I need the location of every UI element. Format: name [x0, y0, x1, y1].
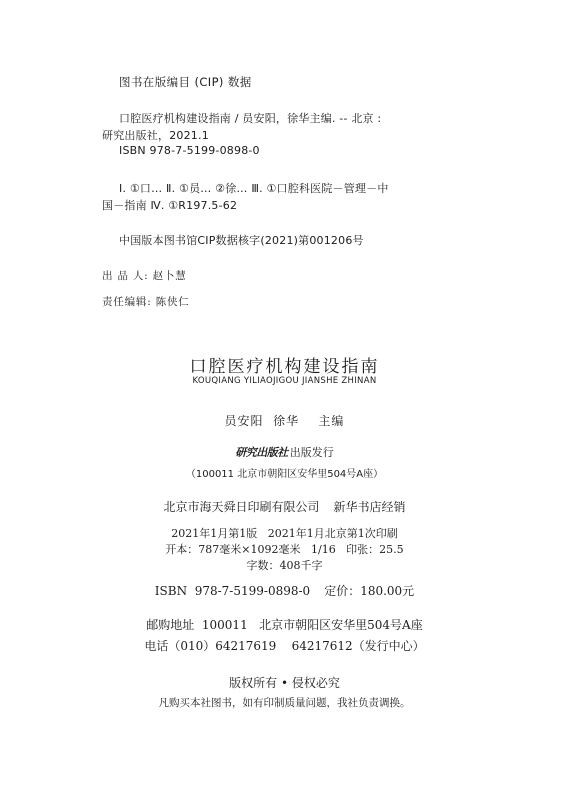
cip-record-line-2: 研究出版社，2021.1	[102, 129, 209, 142]
cip-classification-line-1: Ⅰ. ①口… Ⅱ. ①员… ②徐… Ⅲ. ①口腔科医院－管理－中	[119, 182, 389, 195]
editor-label: 责任编辑:	[102, 296, 152, 308]
editor-line	[102, 294, 190, 309]
price: 定价：180.00元	[324, 584, 415, 598]
replacement-policy: 凡购买本社图书，如有印制质量问题，我社负责调换。	[158, 697, 411, 709]
printer-distributor-line	[0, 498, 569, 515]
authors-line: 员安阳 徐华 主编	[224, 414, 345, 428]
cip-core-number: 中国版本图书馆CIP数据核字(2021)第001206号	[119, 234, 364, 247]
word-count: 字数：408千字	[246, 559, 323, 572]
producer-line	[102, 268, 187, 283]
postal-address: 邮购地址 100011 北京市朝阳区安华里504号A座	[146, 618, 423, 632]
editor-name: 陈侠仁	[155, 296, 190, 308]
bottom-isbn: ISBN 978-7-5199-0898-0	[154, 584, 311, 598]
cip-heading: 图书在版编目 (CIP) 数据	[119, 75, 252, 89]
printer-name: 北京市海天舜日印刷有限公司	[163, 500, 320, 514]
phone-line: 电话（010）64217619 64217612（发行中心）	[144, 639, 425, 653]
cip-classification-line-2: 国－指南 Ⅳ. ①R197.5-62	[102, 199, 238, 212]
publisher-logo: 研究出版社	[235, 446, 288, 459]
cip-isbn: ISBN 978-7-5199-0898-0	[119, 144, 260, 157]
format-line: 开本：787毫米×1092毫米 1/16 印张：25.5	[165, 543, 404, 556]
copyright-notice: 版权所有 • 侵权必究	[229, 676, 340, 690]
edition-line: 2021年1月第1版 2021年1月北京第1次印刷	[171, 527, 398, 540]
book-title-pinyin: KOUQIANG YILIAOJIGOU JIANSHE ZHINAN	[192, 376, 377, 386]
isbn-price-line	[0, 582, 569, 599]
publisher-line	[0, 444, 569, 460]
publisher-address: （100011 北京市朝阳区安华里504号A座）	[185, 469, 384, 480]
book-title: 口腔医疗机构建设指南	[189, 357, 380, 377]
distributor-name: 新华书店经销	[333, 500, 406, 514]
publisher-action: 出版发行	[289, 446, 334, 459]
producer-label: 出 品 人:	[102, 270, 149, 282]
producer-name: 赵卜慧	[152, 270, 187, 282]
cip-record-line-1: 口腔医疗机构建设指南 / 员安阳，徐华主编. -- 北京 :	[119, 112, 382, 125]
